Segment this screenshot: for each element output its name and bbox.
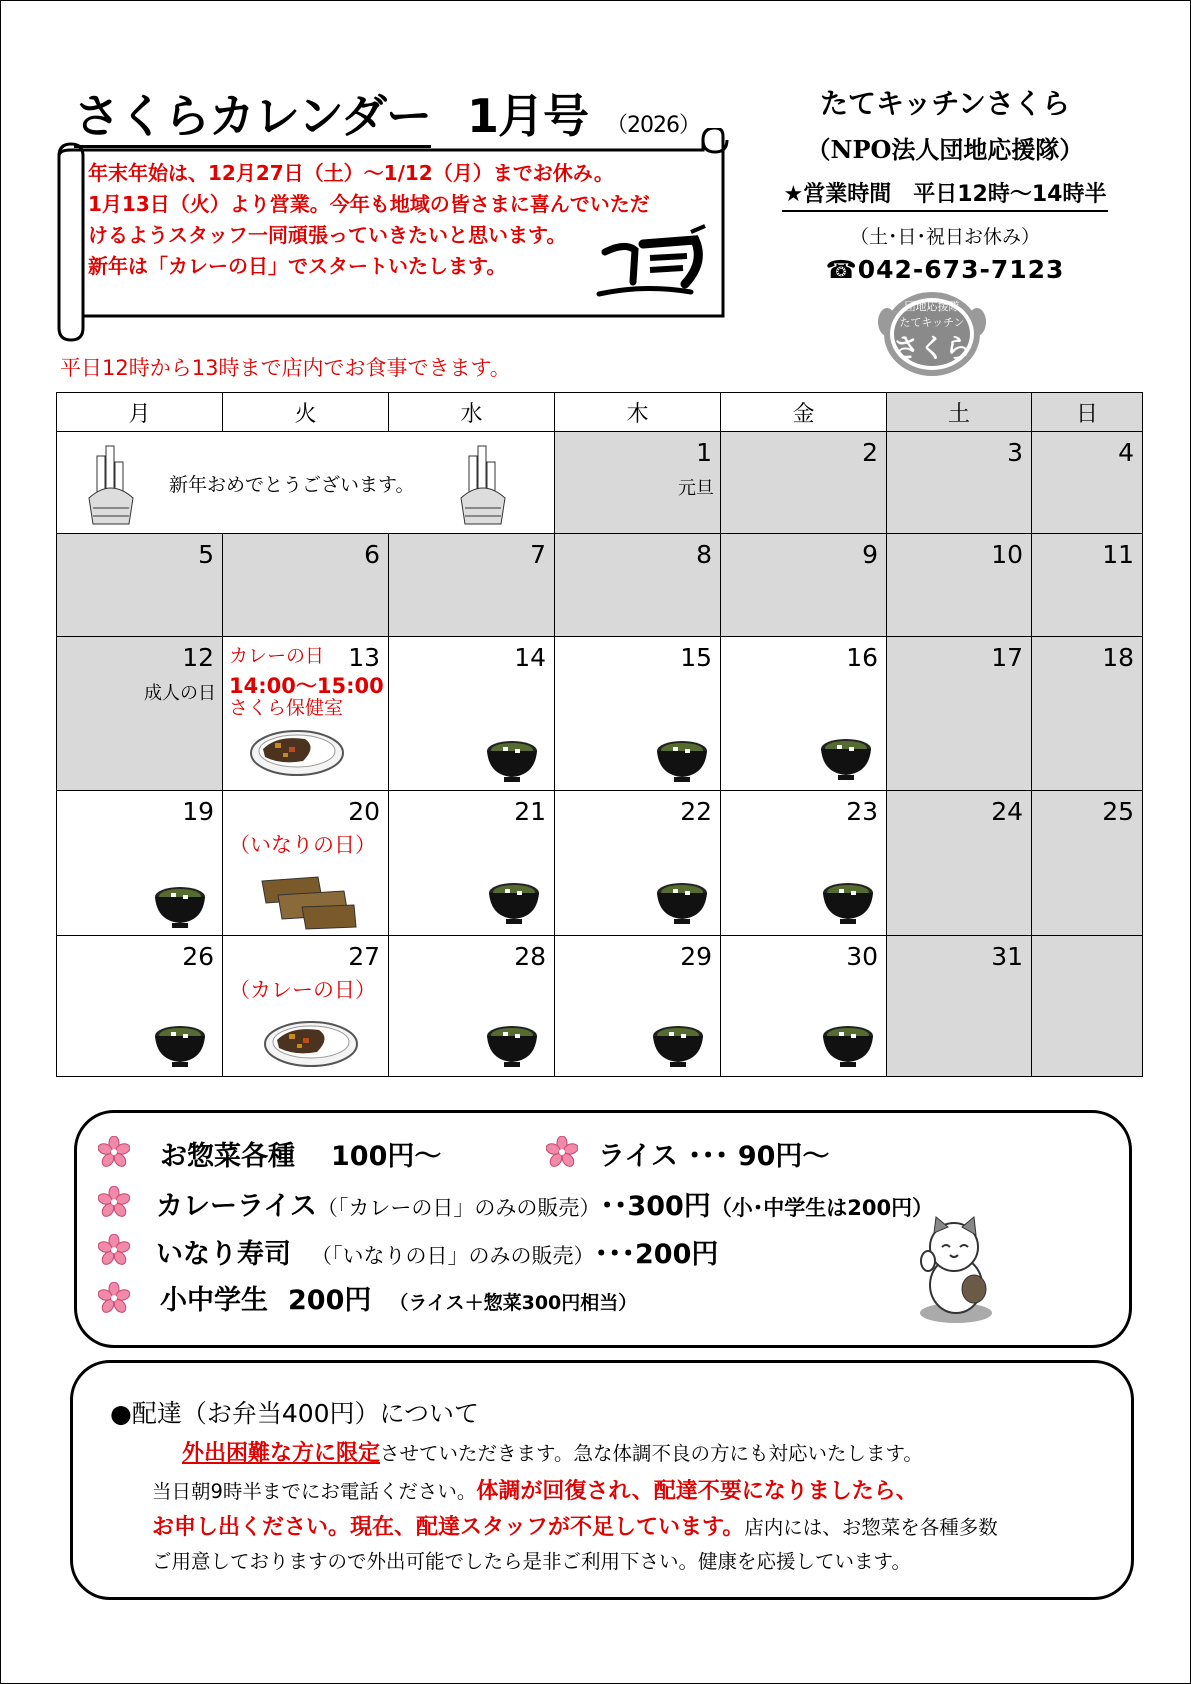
menu-item-curry	[156, 1184, 933, 1223]
menu-name: 小中学生	[160, 1285, 268, 1316]
sakura-icon	[98, 1186, 130, 1218]
notice-line: 新年は「カレーの日」でスタートいたします。	[88, 254, 507, 278]
menu-item-side-dishes	[160, 1134, 441, 1173]
miso-soup-icon	[821, 879, 875, 925]
day-cell	[1032, 534, 1143, 637]
day-number: 2	[862, 438, 878, 467]
sakura-icon	[98, 1234, 130, 1266]
menu-item-rice	[598, 1134, 829, 1173]
notice-line: 1月13日（火）より営業。今年も地域の皆さまに喜んでいただ	[88, 192, 650, 216]
kadomatsu-icon	[85, 438, 137, 526]
delivery-warning-text: 体調が回復され、配達不要になりましたら、	[476, 1479, 918, 1504]
issue-year: （2026）	[606, 113, 701, 138]
day-cell	[555, 791, 721, 936]
newyear-greeting: 新年おめでとうございます。	[169, 474, 415, 496]
menu-note: （「カレーの日」のみの販売）	[316, 1196, 601, 1220]
menu-name: いなり寿司	[156, 1239, 291, 1270]
phone-number: ☎042-673-7123	[825, 255, 1065, 284]
weekday-header: 金	[721, 393, 887, 432]
miso-soup-icon	[819, 735, 873, 781]
day-cell	[887, 791, 1032, 936]
miso-soup-icon	[153, 1022, 207, 1068]
day-number: 3	[1007, 438, 1023, 467]
weekday-header: 火	[223, 393, 389, 432]
business-hours: ★営業時間 平日12時～14時半	[782, 177, 1109, 212]
delivery-text: 店内には、お惣菜を各種多数	[744, 1516, 998, 1539]
notice-line: 年末年始は、12月27日（土）～1/12（月）までお休み。	[88, 161, 614, 185]
weekday-header: 水	[389, 393, 555, 432]
day-cell	[887, 432, 1032, 534]
day-number: 30	[846, 942, 878, 971]
menu-child-price: （小･中学生は200円）	[710, 1196, 934, 1220]
day-number: 28	[514, 942, 546, 971]
sakura-icon	[546, 1136, 578, 1168]
weekday-header: 土	[887, 393, 1032, 432]
day-cell	[887, 936, 1032, 1077]
horse-calligraphy-icon	[595, 222, 710, 307]
day-cell	[1032, 432, 1143, 534]
day-number: 6	[364, 540, 380, 569]
day-number: 31	[991, 942, 1023, 971]
day-number: 22	[680, 797, 712, 826]
miso-soup-icon	[655, 879, 709, 925]
day-cell	[389, 936, 555, 1077]
day-cell	[555, 534, 721, 637]
menu-price: ･･･ 90円～	[687, 1141, 830, 1172]
menu-name: カレーライス	[156, 1191, 317, 1222]
menu-price: ･･･200円	[594, 1239, 719, 1270]
day-number: 13	[348, 643, 380, 672]
logo-main-text: さくら	[892, 334, 972, 364]
delivery-line	[152, 1510, 998, 1541]
day-number: 8	[696, 540, 712, 569]
day-cell	[57, 637, 223, 791]
day-cell	[57, 936, 223, 1077]
curry-rice-icon	[247, 723, 347, 779]
menu-item-inari	[156, 1232, 718, 1271]
day-number: 11	[1102, 540, 1134, 569]
day-number: 16	[846, 643, 878, 672]
weekday-header: 木	[555, 393, 721, 432]
delivery-limited-text: 外出困難な方に限定	[182, 1441, 381, 1466]
day-cell	[223, 936, 389, 1077]
kadomatsu-icon	[457, 438, 509, 526]
miso-soup-icon	[655, 737, 709, 783]
day-cell	[389, 534, 555, 637]
curry-day-event	[229, 645, 384, 719]
delivery-line	[152, 1474, 918, 1505]
curry-day-label: （カレーの日）	[229, 978, 376, 1002]
day-cell	[721, 534, 887, 637]
miso-soup-icon	[485, 737, 539, 783]
weekday-header: 日	[1032, 393, 1143, 432]
delivery-line: ご用意しておりますので外出可能でしたら是非ご利用下さい。健康を応援しています。	[152, 1550, 911, 1573]
day-number: 1	[696, 438, 712, 467]
holiday-label: 成人の日	[144, 683, 216, 704]
day-cell	[223, 637, 389, 791]
menu-name: お惣菜各種	[160, 1141, 295, 1172]
shop-org: （NPO法人団地応援隊）	[806, 135, 1084, 164]
menu-name: ライス	[598, 1141, 678, 1172]
day-cell	[223, 534, 389, 637]
curry-rice-icon	[261, 1014, 361, 1070]
inari-sushi-icon	[258, 871, 358, 931]
menu-note: （「いなりの日」のみの販売）	[311, 1244, 595, 1268]
day-number: 10	[991, 540, 1023, 569]
day-number: 4	[1118, 438, 1134, 467]
day-number: 23	[846, 797, 878, 826]
day-number: 7	[530, 540, 546, 569]
day-number: 21	[514, 797, 546, 826]
day-cell	[721, 432, 887, 534]
miso-soup-icon	[821, 1022, 875, 1068]
day-number: 15	[680, 643, 712, 672]
shop-name: たてキッチンさくら	[819, 87, 1071, 120]
menu-price: 200円	[288, 1285, 372, 1316]
day-cell	[887, 534, 1032, 637]
weekday-header: 月	[57, 393, 223, 432]
shop-logo-icon	[877, 282, 987, 382]
day-cell	[57, 534, 223, 637]
miso-soup-icon	[651, 1022, 705, 1068]
day-number: 14	[514, 643, 546, 672]
day-cell	[721, 936, 887, 1077]
day-number: 26	[182, 942, 214, 971]
holiday-label: 元旦	[678, 478, 714, 499]
menu-price: ･･300円	[600, 1191, 711, 1222]
delivery-text: 当日朝9時半までにお電話ください。	[152, 1480, 477, 1503]
delivery-line	[182, 1436, 923, 1467]
delivery-text: させていただきます。急な体調不良の方にも対応いたします。	[380, 1442, 923, 1465]
day-number: 20	[348, 797, 380, 826]
day-number: 25	[1102, 797, 1134, 826]
shop-info	[755, 82, 1135, 284]
day-cell	[887, 637, 1032, 791]
day-number: 19	[182, 797, 214, 826]
inari-day-label: （いなりの日）	[229, 833, 376, 857]
miso-soup-icon	[485, 1022, 539, 1068]
miso-soup-icon	[153, 883, 207, 929]
day-cell	[1032, 637, 1143, 791]
logo-mid-text: たてキッチン	[899, 316, 965, 329]
menu-price: 100円～	[331, 1141, 442, 1172]
calendar-title: さくらカレンダー	[74, 89, 431, 148]
day-number: 27	[348, 942, 380, 971]
issue-label: 1月号	[467, 89, 589, 143]
delivery-heading: ●配達（お弁当400円）について	[110, 1399, 480, 1428]
day-number: 12	[182, 643, 214, 672]
notice-line: けるようスタッフ一同頑張っていきたいと思います。	[88, 223, 567, 247]
event-title: カレーの日	[229, 645, 325, 667]
menu-item-students	[160, 1278, 637, 1317]
sakura-icon	[98, 1136, 130, 1168]
day-number: 17	[991, 643, 1023, 672]
newyear-cell	[57, 432, 555, 534]
day-cell	[555, 936, 721, 1077]
maneki-neko-icon	[916, 1213, 996, 1325]
calendar-grid	[56, 392, 1142, 1074]
sakura-icon	[98, 1282, 130, 1314]
day-cell	[1032, 791, 1143, 936]
day-number: 18	[1102, 643, 1134, 672]
menu-note: （ライス＋惣菜300円相当）	[389, 1292, 638, 1314]
dine-in-notice: 平日12時から13時まで店内でお食事できます。	[60, 356, 511, 380]
delivery-warning-text: お申し出ください。現在、配達スタッフが不足しています。	[152, 1515, 745, 1540]
day-cell	[721, 637, 887, 791]
empty-cell	[1032, 936, 1143, 1077]
event-place: さくら保健室	[229, 697, 344, 719]
day-cell	[555, 432, 721, 534]
event-time: 14:00～15:00	[229, 674, 384, 698]
day-cell	[57, 791, 223, 936]
day-cell	[389, 791, 555, 936]
day-cell	[721, 791, 887, 936]
day-cell	[389, 637, 555, 791]
logo-top-text: 団地応援隊	[904, 300, 960, 313]
closed-days: （土･日･祝日お休み）	[849, 226, 1040, 248]
day-number: 5	[198, 540, 214, 569]
miso-soup-icon	[487, 879, 541, 925]
day-number: 29	[680, 942, 712, 971]
day-cell	[223, 791, 389, 936]
day-number: 9	[862, 540, 878, 569]
day-cell	[555, 637, 721, 791]
day-number: 24	[991, 797, 1023, 826]
